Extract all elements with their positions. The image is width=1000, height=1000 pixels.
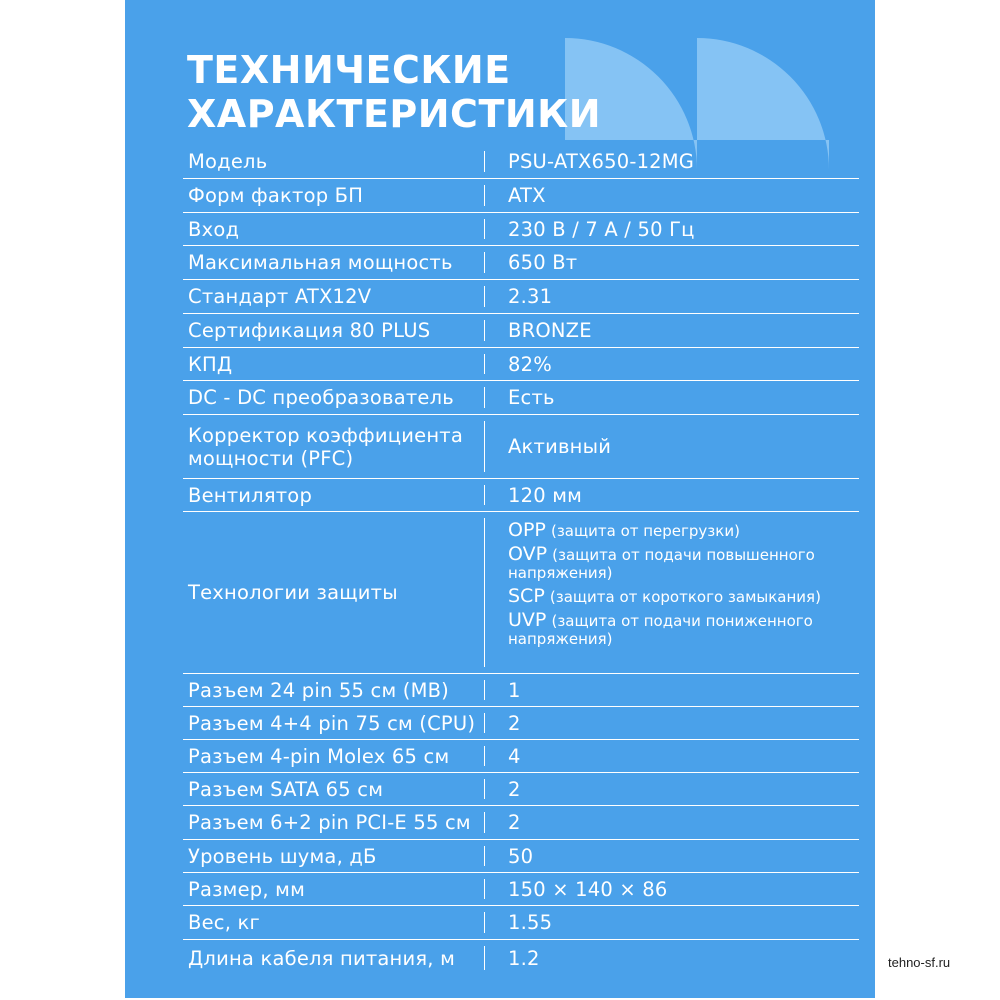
column-divider bbox=[484, 713, 485, 733]
spec-label: Модель bbox=[188, 150, 268, 173]
spec-label: Стандарт ATX12V bbox=[188, 285, 372, 308]
spec-value: 4 bbox=[508, 744, 521, 768]
column-divider bbox=[484, 421, 485, 472]
table-row bbox=[183, 873, 859, 906]
spec-label: Разъем 4-pin Molex 65 см bbox=[188, 744, 450, 768]
spec-label: Разъем 4+4 pin 75 см (CPU) bbox=[188, 711, 476, 735]
spec-label: Технологии защиты bbox=[188, 581, 398, 604]
spec-value: Активный bbox=[508, 435, 612, 458]
spec-label: Разъем 24 pin 55 см (MB) bbox=[188, 678, 449, 702]
protection-desc: (защита от короткого замыкания) bbox=[549, 588, 821, 606]
column-divider bbox=[484, 320, 485, 341]
spec-value: 1.55 bbox=[508, 911, 553, 934]
column-divider bbox=[484, 912, 485, 933]
protection-desc: (защита от перегрузки) bbox=[550, 522, 740, 540]
spec-label: Уровень шума, дБ bbox=[188, 844, 377, 868]
column-divider bbox=[484, 485, 485, 505]
table-row bbox=[183, 381, 859, 415]
table-row bbox=[183, 415, 859, 479]
table-row bbox=[183, 740, 859, 773]
protection-code: SCP bbox=[508, 585, 545, 607]
table-row bbox=[183, 906, 859, 940]
protection-item bbox=[508, 543, 859, 582]
column-divider bbox=[484, 252, 485, 273]
spec-value: ATX bbox=[508, 184, 546, 207]
protection-code: UVP bbox=[508, 609, 547, 631]
spec-value: 2 bbox=[508, 811, 521, 834]
table-row bbox=[183, 179, 859, 213]
spec-label: Вентилятор bbox=[188, 483, 313, 507]
column-divider bbox=[484, 812, 485, 833]
table-row bbox=[183, 213, 859, 246]
column-divider bbox=[484, 219, 485, 239]
table-row bbox=[183, 806, 859, 840]
column-divider bbox=[484, 879, 485, 899]
table-row bbox=[183, 314, 859, 348]
table-row bbox=[183, 674, 859, 707]
table-row-protection bbox=[183, 512, 859, 674]
protection-code: OPP bbox=[508, 519, 546, 541]
spec-value: Есть bbox=[508, 386, 555, 409]
column-divider bbox=[484, 946, 485, 970]
spec-label: DC - DC преобразователь bbox=[188, 386, 454, 409]
column-divider bbox=[484, 286, 485, 307]
table-row bbox=[183, 840, 859, 873]
spec-label: Размер, мм bbox=[188, 877, 305, 901]
spec-value: 650 Вт bbox=[508, 251, 578, 274]
spec-value: 1 bbox=[508, 678, 521, 702]
column-divider bbox=[484, 387, 485, 408]
spec-label: Вход bbox=[188, 217, 240, 241]
spec-label: Вес, кг bbox=[188, 911, 260, 934]
spec-label: КПД bbox=[188, 352, 233, 376]
column-divider bbox=[484, 151, 485, 172]
spec-value: 230 В / 7 А / 50 Гц bbox=[508, 217, 695, 241]
table-row bbox=[183, 280, 859, 314]
spec-label: Форм фактор БП bbox=[188, 184, 364, 207]
column-divider bbox=[484, 846, 485, 866]
page-title bbox=[187, 48, 601, 136]
table-row bbox=[183, 348, 859, 381]
spec-value: 1.2 bbox=[508, 946, 540, 970]
spec-value: 50 bbox=[508, 844, 534, 868]
column-divider bbox=[484, 680, 485, 700]
column-divider bbox=[484, 354, 485, 374]
table-row bbox=[183, 479, 859, 512]
spec-value: BRONZE bbox=[508, 319, 592, 342]
spec-label: Максимальная мощность bbox=[188, 251, 453, 274]
table-row bbox=[183, 246, 859, 280]
title-line-2: ХАРАКТЕРИСТИКИ bbox=[187, 92, 602, 136]
table-row bbox=[183, 145, 859, 179]
table-row bbox=[183, 940, 859, 976]
protection-desc: (защита от подачи повышенного напряжения) bbox=[508, 546, 815, 582]
spec-value: 120 мм bbox=[508, 483, 583, 507]
protection-desc: (защита от подачи пониженного напряжения) bbox=[508, 612, 813, 648]
table-row bbox=[183, 707, 859, 740]
column-divider bbox=[484, 185, 485, 206]
title-line-1: ТЕХНИЧЕСКИЕ bbox=[187, 48, 511, 92]
watermark: tehno-sf.ru bbox=[888, 955, 951, 970]
spec-value: 2.31 bbox=[508, 285, 553, 308]
protection-item bbox=[508, 609, 859, 648]
specs-card bbox=[125, 0, 875, 998]
spec-value: 82% bbox=[508, 352, 552, 376]
protection-item bbox=[508, 519, 859, 541]
spec-label: Длина кабеля питания, м bbox=[188, 946, 456, 970]
table-row bbox=[183, 773, 859, 806]
protection-code: OVP bbox=[508, 543, 548, 565]
column-divider bbox=[484, 518, 485, 667]
protection-item bbox=[508, 585, 859, 607]
spec-value: 2 bbox=[508, 711, 521, 735]
spec-value: PSU-ATX650-12MG bbox=[508, 150, 695, 173]
spec-value: 2 bbox=[508, 777, 521, 801]
spec-label: Корректор коэффициента мощности (PFC) bbox=[188, 423, 464, 470]
spec-label: Разъем SATA 65 см bbox=[188, 777, 384, 801]
column-divider bbox=[484, 746, 485, 766]
spec-value: 150 × 140 × 86 bbox=[508, 877, 668, 901]
column-divider bbox=[484, 779, 485, 799]
spec-label: Разъем 6+2 pin PCI-E 55 см bbox=[188, 811, 471, 834]
spec-label: Сертификация 80 PLUS bbox=[188, 319, 431, 342]
protection-list bbox=[508, 519, 859, 654]
